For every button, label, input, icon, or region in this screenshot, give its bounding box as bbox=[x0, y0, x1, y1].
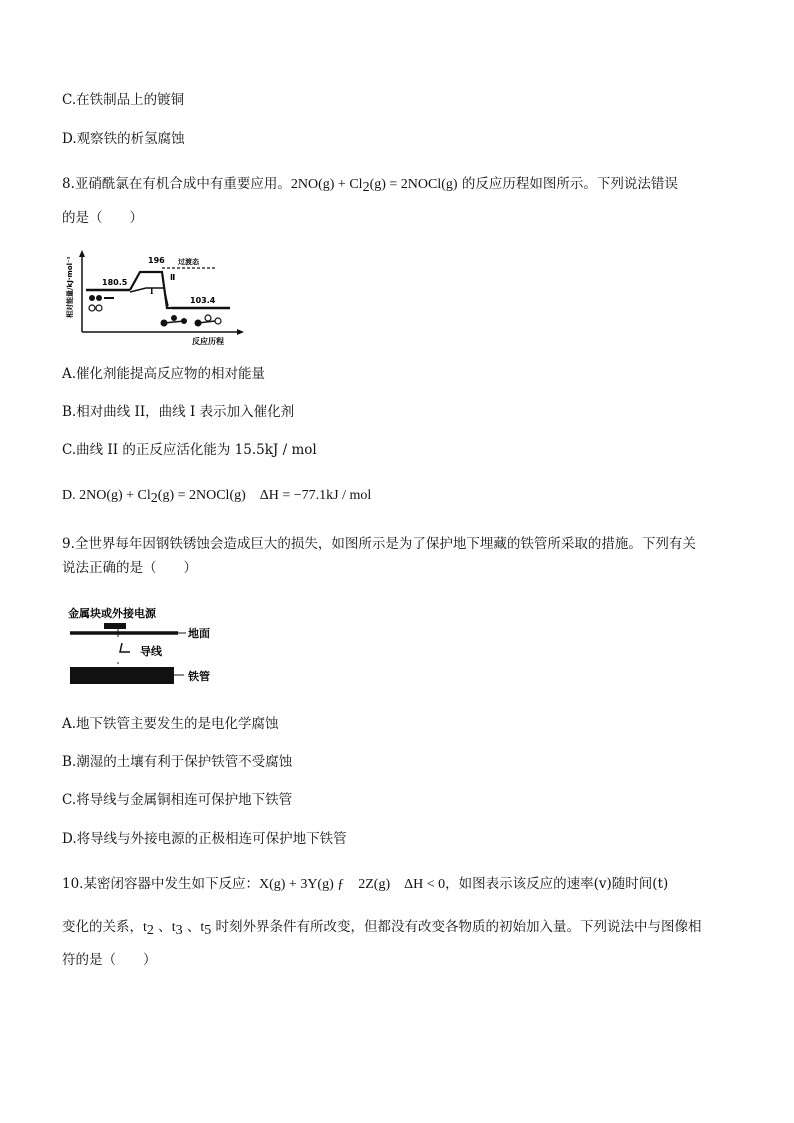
question-9-option-d: D.将导线与外接电源的正极相连可保护地下铁管 bbox=[62, 831, 347, 847]
question-8-stem-end: 的是（ ） bbox=[62, 210, 143, 226]
question-9-stem-end: 说法正确的是（ ） bbox=[62, 560, 197, 576]
energy-profile-figure bbox=[64, 248, 254, 348]
ground-label: 地面 bbox=[188, 627, 210, 640]
product-energy-label: 103.4 bbox=[190, 296, 216, 305]
question-8-option-b: B.相对曲线 II，曲线 I 表示加入催化剂 bbox=[62, 404, 295, 420]
ts-energy-label: 196 bbox=[148, 256, 165, 265]
question-8-option-c: C.曲线 II 的正反应活化能为 15.5kJ / mol bbox=[62, 442, 317, 458]
question-9-option-a: A.地下铁管主要发生的是电化学腐蚀 bbox=[62, 716, 279, 732]
reactant-energy-label: 180.5 bbox=[102, 278, 128, 287]
iron-pipe bbox=[70, 667, 174, 684]
question-9-option-c: C.将导线与金属铜相连可保护地下铁管 bbox=[62, 792, 293, 808]
metal-block bbox=[104, 623, 126, 629]
question-8-stem: 8.亚硝酰氯在有机合成中有重要应用。$2NO(g) + Cl_2(g)$ = 2NOCl(g) 的反应历程如图所示。下列说法错误 bbox=[62, 176, 678, 195]
option-d-prev: D.观察铁的析氢腐蚀 bbox=[62, 131, 185, 147]
iron-pipe-label: 铁管 bbox=[188, 670, 210, 683]
curve-II bbox=[130, 288, 168, 306]
question-10-stem-end: 符的是（ ） bbox=[62, 952, 157, 968]
reactant-molecules-icon bbox=[89, 295, 114, 311]
wire bbox=[120, 643, 130, 652]
product-molecules-icon bbox=[161, 315, 222, 327]
question-8-option-a: A.催化剂能提高反应物的相对能量 bbox=[62, 366, 266, 382]
curve-II-label: Ⅱ bbox=[170, 273, 176, 282]
pipe-protection-figure bbox=[66, 603, 236, 689]
question-10-stem-middle: 变化的关系，$t_2$ 、$t_3$ 、$t_5$ 时刻外界条件有所改变，但都没有改变各物质的初始加入量。下列说法中与图像相 bbox=[62, 919, 702, 938]
question-9-stem: 9.全世界每年因钢铁锈蚀会造成巨大的损失，如图所示是为了保护地下埋藏的铁管所采取的措施。下列有关 bbox=[62, 536, 696, 552]
question-9-option-b: B.潮湿的土壤有利于保护铁管不受腐蚀 bbox=[62, 754, 293, 770]
wire-label: 导线 bbox=[140, 645, 162, 658]
question-10-stem: 10.某密闭容器中发生如下反应：X(g) + 3Y(g) ƒ 2Z(g) ΔH < 0，如图表示该反应的速率(v)随时间(t) bbox=[62, 876, 669, 892]
metal-block-label: 金属块或外接电源 bbox=[68, 607, 156, 620]
curve-I-label: I bbox=[150, 286, 154, 296]
option-c-prev: C.在铁制品上的镀铜 bbox=[62, 92, 185, 108]
question-8-option-d: D. $2NO(g) + Cl_2(g)$ = 2NOCl(g) ΔH = −77.1kJ / mol bbox=[62, 488, 372, 506]
transition-state-label: 过渡态 bbox=[178, 258, 199, 266]
x-axis-label: 反应历程 bbox=[192, 337, 224, 346]
y-axis-label: 相对能量/kJ·mol⁻¹ bbox=[66, 256, 74, 318]
